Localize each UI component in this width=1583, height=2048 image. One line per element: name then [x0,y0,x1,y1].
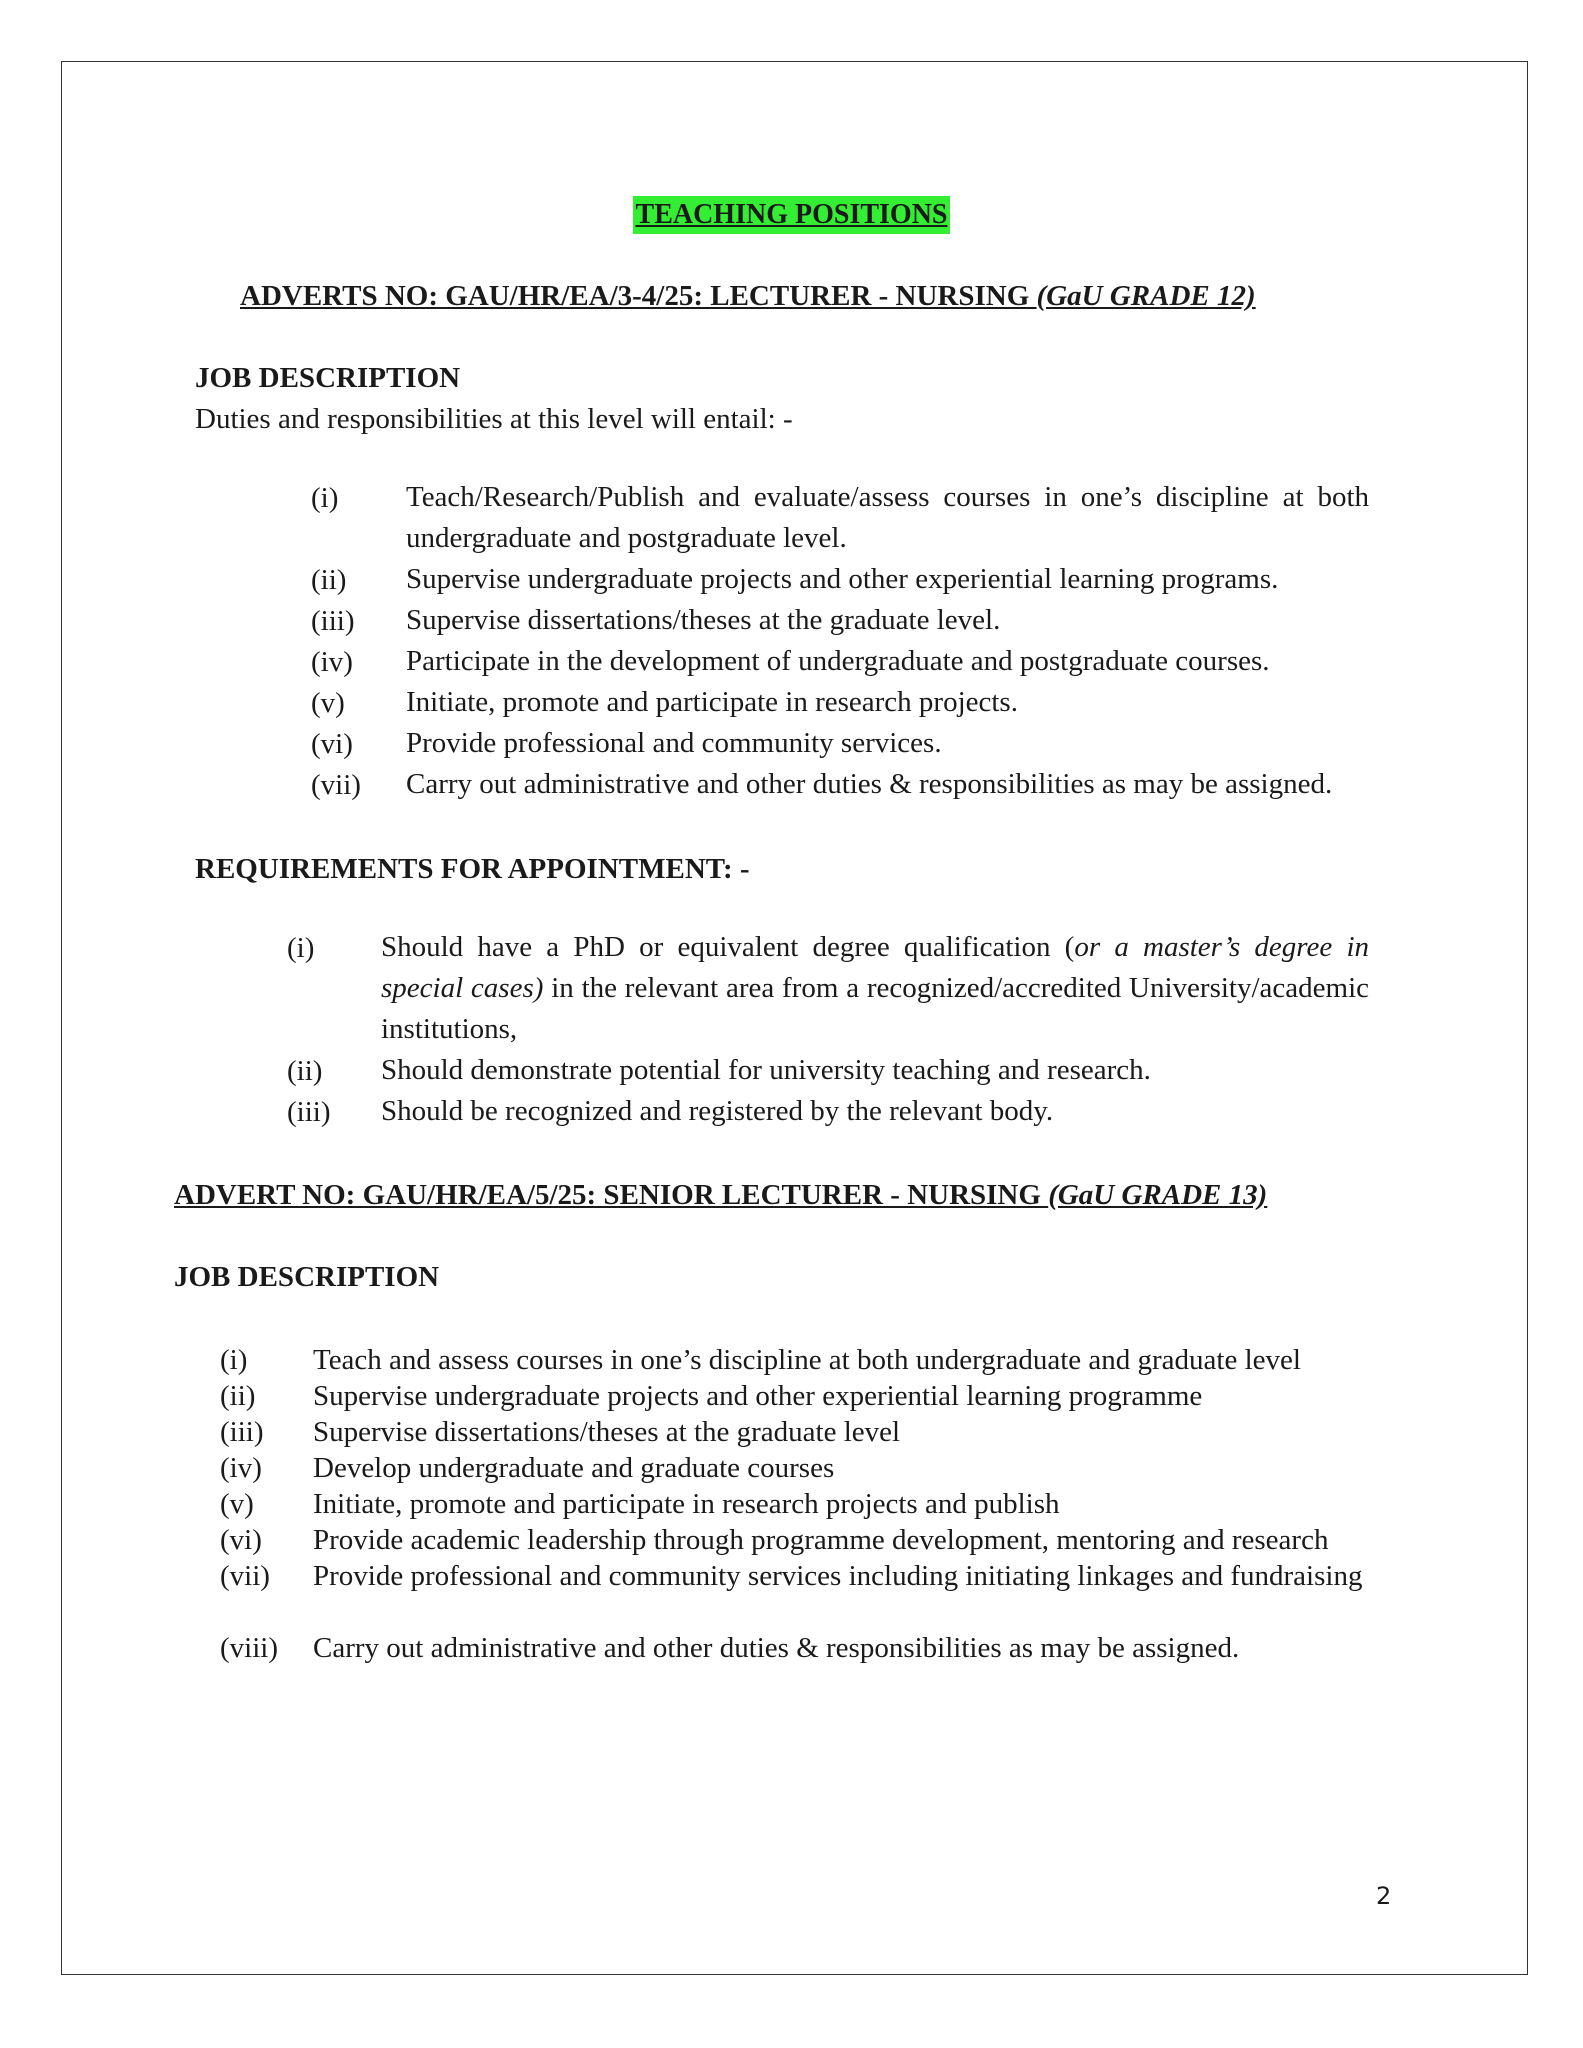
list-item: Teach and assess courses in one’s discipline at both undergraduate and graduate level [313,1344,1301,1376]
list-item-number: (ii) [287,1055,323,1087]
list-item-number: (vii) [220,1560,270,1592]
requirement-text: in the relevant area from a recognized/accredited University/academic institutions, [381,972,1370,1045]
list-item: Provide professional and community services including initiating linkages and fundraising [313,1560,1363,1592]
advert2-grade: (GaU GRADE 13) [1048,1179,1268,1211]
list-item-number: (vi) [220,1524,262,1556]
list-item: Teach/Research/Publish and evaluate/assess courses in one’s discipline at both undergraduate and postgraduate level. [406,481,1369,554]
list-item-number: (v) [311,687,345,719]
list-item: Develop undergraduate and graduate courses [313,1452,835,1484]
advert1-intro: Duties and responsibilities at this level will entail: - [195,403,793,435]
requirement-text-italic: or a master’s degree in special cases) [381,931,1369,1004]
list-item-number: (iii) [287,1096,331,1128]
list-item-number: (iv) [220,1452,262,1484]
advert2-title-text: ADVERT NO: GAU/HR/EA/5/25: SENIOR LECTURER - NURSING [174,1179,1049,1211]
list-item-number: (iv) [311,646,353,678]
list-item [381,927,1369,1050]
advert2-title [174,1177,1267,1213]
list-item: Supervise undergraduate projects and other experiential learning programs. [406,563,1279,595]
page-number: 2 [1376,1882,1392,1910]
list-item-number: (iii) [220,1416,264,1448]
list-item: Should be recognized and registered by the relevant body. [381,1095,1054,1127]
list-item: Provide academic leadership through programme development, mentoring and research [313,1524,1329,1556]
list-item: Carry out administrative and other duties & responsibilities as may be assigned. [406,768,1333,800]
advert1-job-heading: JOB DESCRIPTION [195,362,461,394]
list-item-number: (i) [311,482,339,514]
list-item: Supervise dissertations/theses at the graduate level [313,1416,901,1448]
list-item-number: (ii) [220,1380,256,1412]
list-item-number: (vi) [311,728,353,760]
section-title-row [0,196,1583,234]
advert1-req-heading: REQUIREMENTS FOR APPOINTMENT: - [195,853,750,885]
list-item-number: (viii) [220,1632,278,1664]
advert1-title [240,278,1256,314]
requirement-text: Should have a PhD or equivalent degree qualification ( [381,931,1075,963]
list-item-number: (vii) [311,769,361,801]
advert2-job-heading: JOB DESCRIPTION [174,1261,440,1293]
list-item: Supervise dissertations/theses at the graduate level. [406,604,1001,636]
advert1-grade: (GaU GRADE 12) [1036,280,1256,312]
list-item: Should demonstrate potential for university teaching and research. [381,1054,1151,1086]
list-item-number: (i) [220,1344,248,1376]
list-item: Carry out administrative and other duties & responsibilities as may be assigned. [313,1632,1240,1664]
list-item-number: (ii) [311,564,347,596]
list-item: Participate in the development of undergraduate and postgraduate courses. [406,645,1270,677]
list-item-number: (i) [287,932,315,964]
list-item: Provide professional and community services. [406,727,942,759]
list-item: Initiate, promote and participate in research projects. [406,686,1018,718]
list-item: Supervise undergraduate projects and other experiential learning programme [313,1380,1203,1412]
list-item-number: (v) [220,1488,254,1520]
list-item-number: (iii) [311,605,355,637]
section-title: TEACHING POSITIONS [633,196,951,234]
list-item: Initiate, promote and participate in research projects and publish [313,1488,1060,1520]
advert1-title-text: ADVERTS NO: GAU/HR/EA/3-4/25: LECTURER - NURSING [240,280,1037,312]
